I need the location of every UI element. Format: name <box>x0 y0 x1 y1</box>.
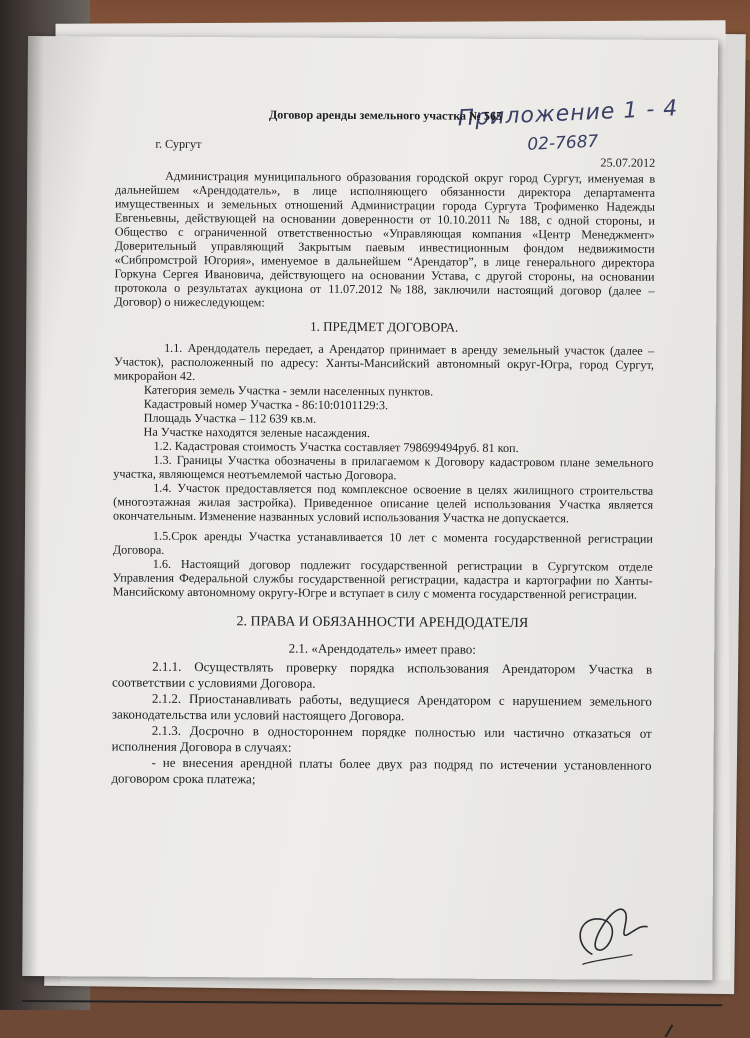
clause-1-4: 1.4. Участок предоставляется под комплексное освоение в целях жилищного строительства (многоэтажная жилая застройка). Приведенное описание целей использования Участка является окончательным. Изменение названных условий использования Участка не допускается. <box>113 480 654 526</box>
clause-bullet-1: - не внесения арендной платы более двух раз подряд по истечении установленного договором срока платежа; <box>111 754 652 787</box>
clause-1-5: 1.5.Срок аренды Участка устанавливается 10 лет с момента государственной регистрации Договора. <box>112 528 653 557</box>
date: 25.07.2012 <box>600 155 656 170</box>
bottom-mark <box>665 1024 674 1037</box>
signature <box>562 894 652 975</box>
handwritten-annotation: Приложение 1 - 4 <box>457 96 679 132</box>
preamble: Администрация муниципального образования городской округ город Сургут, именуемая в дальнейшем «Арендодатель», в лице исполняющего обязанности директора департамента имущественных и земельных отношений Администрации города Сургута Трофименко Надежды Евгеньевны, действующей на основании доверенности от 10.10.2011 № 188, с одной стороны, и Общество с ограниченной ответственностью «Управляющая компания «Центр Менеджмент» Доверительный управляющий Закрытым паевым инвестиционным фондом недвижимости «Сибпромстрой Югория», именуемое в дальнейшем “Арендатор”, в лице генерального директора Горкуна Сергея Ивановича, действующего на основании Устава, с другой стороны, на основании протокола о результатах аукциона от 11.07.2012 №188, заключили настоящий договор (далее – Договор) о нижеследующем: <box>114 168 656 310</box>
document-page <box>22 36 718 980</box>
handwritten-number: 02-7687 <box>526 131 599 155</box>
clause-1-6: 1.6. Настоящий договор подлежит государственной регистрации в Сургутском отделе Управления Федеральной службы государственной регистрации, кадастра и картографии по Ханты-Мансийскому автономному округу-Югре и вступает в силу с момента государственной регистрации. <box>112 556 653 602</box>
city: г. Сургут <box>155 136 202 152</box>
clause-2-1-1: 2.1.1. Осуществлять проверку порядка использования Арендатором Участка в соответствии с условиями Договора. <box>112 658 653 691</box>
section-1-heading: 1. ПРЕДМЕТ ДОГОВОРА. <box>310 318 459 335</box>
section-2-heading: 2. ПРАВА И ОБЯЗАННОСТИ АРЕНДОДАТЕЛЯ <box>236 614 529 632</box>
document-body <box>111 107 655 790</box>
cadastral-number: Кадастровый номер Участка - 86:10:0101129:3. <box>143 396 389 413</box>
land-category: Категория земель Участка - земли населенных пунктов. <box>143 382 434 399</box>
clause-2-1-2: 2.1.2. Приостанавливать работы, ведущиеся Арендатором с нарушением земельного законодательства или условий настоящего Договора. <box>111 690 652 724</box>
subsection-2-1: 2.1. «Арендодатель» имеет право: <box>288 640 476 657</box>
header-row <box>115 137 655 154</box>
clause-2-1-3: 2.1.3. Досрочно в одностороннем порядке полностью или частично отказаться от исполнения Договора в случаях: <box>111 722 652 755</box>
clause-1-3: 1.3. Границы Участка обозначены в прилагаемом к Договору кадастровом плане земельного участка, являющемся неотъемлемой частью Договора. <box>113 452 654 483</box>
plot-area: Площадь Участка – 112 639 кв.м. <box>143 410 317 426</box>
document-title: Договор аренды земельного участка № 565 <box>268 107 503 123</box>
green-plantings: На Участке находятся зеленые насаждения. <box>143 424 371 441</box>
bottom-rule <box>22 1000 722 1006</box>
clause-1-2: 1.2. Кадастровая стоимость Участка составляет 798699494руб. 81 коп. <box>153 438 519 456</box>
clause-1-1: 1.1. Арендодатель передает, а Арендатор принимает в аренду земельный участок (далее – Участок), расположенный по адресу: Ханты-Мансийский автономный округ-Югра, город Сургут, микрорайон 42. <box>113 340 655 384</box>
